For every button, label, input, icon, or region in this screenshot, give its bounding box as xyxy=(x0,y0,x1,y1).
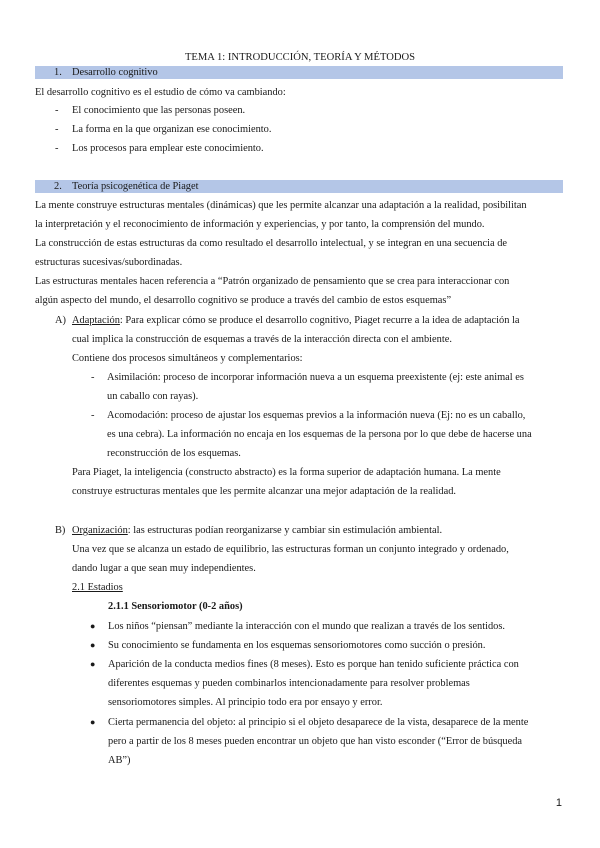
paragraph-line: Una vez que se alcanza un estado de equilibrio, las estructuras forman un conjunto integrado y ordenado, xyxy=(72,544,509,555)
list-item: Los procesos para emplear este conocimiento. xyxy=(72,143,264,154)
subsection-2-1-heading: 2.1 Estadios xyxy=(72,582,123,593)
dash-marker: - xyxy=(91,410,95,421)
bullet-icon: ● xyxy=(90,717,96,727)
item-a-marker: A) xyxy=(55,315,66,326)
list-item: Aparición de la conducta medios fines (8 meses). Esto es porque han tenido suficiente práctica con xyxy=(108,659,519,670)
list-item: reconstrucción de los esquemas. xyxy=(107,448,241,459)
item-b-text: : las estructuras podían reorganizarse y cambiar sin estimulación ambiental. xyxy=(127,525,443,536)
section-2-heading xyxy=(35,180,563,193)
bullet-icon: ● xyxy=(90,621,96,631)
dash-marker: - xyxy=(55,143,59,154)
section-1-title: Desarrollo cognitivo xyxy=(72,67,158,78)
item-a-term: Adaptación xyxy=(72,315,120,326)
paragraph-line: La mente construye estructuras mentales (dinámicas) que les permite alcanzar una adaptación a la realidad, posibilitan xyxy=(35,200,527,211)
item-b-term: Organización xyxy=(72,525,128,536)
list-item: sensoriomotores simples. Al principio todo era por ensayo y error. xyxy=(108,697,383,708)
section-1-intro: El desarrollo cognitivo es el estudio de cómo va cambiando: xyxy=(35,87,286,98)
list-item: AB”) xyxy=(108,755,131,766)
dash-marker: - xyxy=(91,372,95,383)
paragraph-line: cual implica la construcción de esquemas a través de la interacción directa con el ambiente. xyxy=(72,334,452,345)
section-1-heading xyxy=(35,66,563,79)
bullet-icon: ● xyxy=(90,640,96,650)
list-item: El conocimiento que las personas poseen. xyxy=(72,105,246,116)
item-a-text: : Para explicar cómo se produce el desarrollo cognitivo, Piaget recurre a la idea de adaptación la xyxy=(119,315,520,326)
subsection-2-1-1-heading: 2.1.1 Sensoriomotor (0-2 años) xyxy=(108,601,243,612)
paragraph-line: dando lugar a que sean muy independientes. xyxy=(72,563,256,574)
item-a-line xyxy=(72,314,519,327)
list-item: es una cebra). La información no encaja en los esquemas de la persona por lo que debe de hacerse una xyxy=(107,429,532,440)
list-item: Asimilación: proceso de incorporar información nueva a un esquema preexistente (ej: este animal es xyxy=(107,372,524,383)
paragraph-line: construye estructuras mentales que les permite alcanzar una mejor adaptación de la realidad. xyxy=(72,486,456,497)
section-2-number: 2. xyxy=(54,181,62,192)
paragraph-line: La construcción de estas estructuras da como resultado el desarrollo intelectual, y se integran en una secuencia de xyxy=(35,238,508,249)
list-item: diferentes esquemas y pueden combinarlos intencionadamente para resolver problemas xyxy=(108,678,470,689)
list-item: Su conocimiento se fundamenta en los esquemas sensoriomotores como succión o presión. xyxy=(108,640,486,651)
paragraph-line: Para Piaget, la inteligencia (constructo abstracto) es la forma superior de adaptación humana. La mente xyxy=(72,467,501,478)
list-item: Cierta permanencia del objeto: al principio si el objeto desaparece de la vista, desaparece de la mente xyxy=(108,717,529,728)
dash-marker: - xyxy=(55,124,59,135)
page-title: TEMA 1: INTRODUCCIÓN, TEORÍA Y MÉTODOS xyxy=(184,52,416,63)
section-1-number: 1. xyxy=(54,67,62,78)
list-item: Acomodación: proceso de ajustar los esquemas previos a la información nueva (Ej: no es un caballo, xyxy=(107,410,526,421)
item-b-line xyxy=(72,524,442,537)
paragraph-line: Las estructuras mentales hacen referencia a “Patrón organizado de pensamiento que se crea para interaccionar con xyxy=(35,276,510,287)
paragraph-line: estructuras sucesivas/subordinadas. xyxy=(35,257,183,268)
section-2-title: Teoría psicogenética de Piaget xyxy=(72,181,199,192)
paragraph-line: Contiene dos procesos simultáneos y complementarios: xyxy=(72,353,303,364)
list-item: un caballo con rayas). xyxy=(107,391,199,402)
page-number: 1 xyxy=(555,797,562,809)
paragraph-line: algún aspecto del mundo, el desarrollo cognitivo se produce a través del cambio de estos esquemas” xyxy=(35,295,452,306)
list-item: Los niños “piensan” mediante la interacción con el mundo que realizan a través de los sentidos. xyxy=(108,621,506,632)
list-item: La forma en la que organizan ese conocimiento. xyxy=(72,124,272,135)
list-item: pero a partir de los 8 meses pueden encontrar un objeto que han visto esconder (“Error de búsqueda xyxy=(108,736,523,747)
bullet-icon: ● xyxy=(90,659,96,669)
paragraph-line: la interpretación y el reconocimiento de información y experiencias, y por tanto, la comprensión del mundo. xyxy=(35,219,485,230)
dash-marker: - xyxy=(55,105,59,116)
item-b-marker: B) xyxy=(55,525,66,536)
